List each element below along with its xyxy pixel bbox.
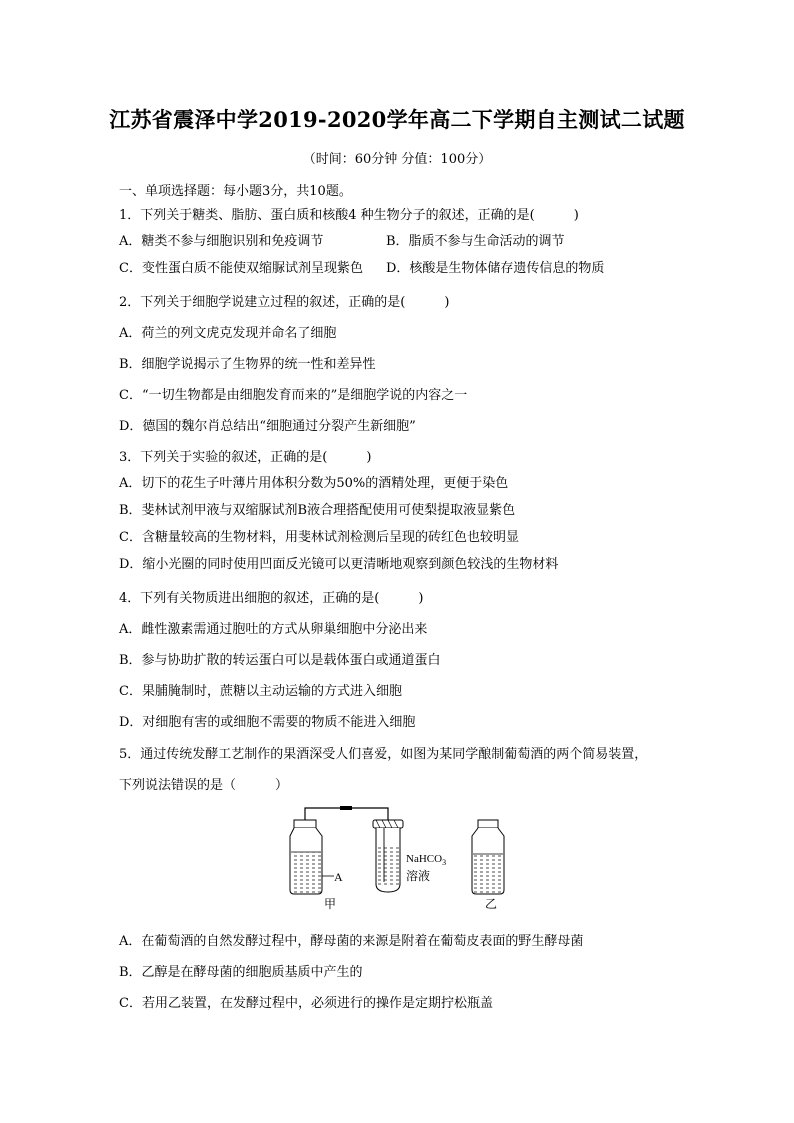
question-4-option-a: A．雌性激素需通过胞吐的方式从卵巢细胞中分泌出来 xyxy=(119,622,428,637)
label-a: A xyxy=(334,870,343,884)
question-1-option-c: C．变性蛋白质不能使双缩脲试剂呈现紫色 xyxy=(119,261,363,276)
question-3-option-b: B．斐林试剂甲液与双缩脲试剂B液合理搭配使用可使梨提取液显紫色 xyxy=(119,503,516,518)
question-2-option-c: C．“一切生物都是由细胞发育而来的”是细胞学说的内容之一 xyxy=(119,388,468,403)
fermentation-apparatus-figure xyxy=(270,806,530,916)
exam-time-score: （时间：60分钟 分值：100分） xyxy=(302,152,492,167)
question-1-stem: 1．下列关于糖类、脂肪、蛋白质和核酸4 种生物分子的叙述，正确的是( ) xyxy=(119,208,579,223)
question-1-option-d: D．核酸是生物体储存遗传信息的物质 xyxy=(386,261,605,276)
question-1-option-a: A．糖类不参与细胞识别和免疫调节 xyxy=(119,234,324,249)
question-2-option-a: A．荷兰的列文虎克发现并命名了细胞 xyxy=(119,326,337,341)
apparatus-diagram xyxy=(270,806,530,916)
question-4-option-b: B．参与协助扩散的转运蛋白可以是载体蛋白或通道蛋白 xyxy=(119,653,441,668)
question-4-option-c: C．果脯腌制时，蔗糖以主动运输的方式进入细胞 xyxy=(119,684,402,699)
reagent-label: NaHCO$_3$ xyxy=(406,853,447,867)
label-jia: 甲 xyxy=(324,897,337,911)
test-tube xyxy=(373,820,403,892)
question-5-option-a: A．在葡萄酒的自然发酵过程中，酵母菌的来源是附着在葡萄皮表面的野生酵母菌 xyxy=(119,934,584,949)
question-5-stem: 5．通过传统发酵工艺制作的果酒深受人们喜爱，如图为某同学酿制葡萄酒的两个简易装置， xyxy=(119,747,648,762)
question-3-stem: 3．下列关于实验的叙述，正确的是( ) xyxy=(119,450,372,465)
question-5-option-c: C．若用乙装置，在发酵过程中，必须进行的操作是定期拧松瓶盖 xyxy=(119,996,493,1011)
question-3-option-a: A．切下的花生子叶薄片用体积分数为50%的酒精处理，更便于染色 xyxy=(119,476,509,491)
question-5-option-b: B．乙醇是在酵母菌的细胞质基质中产生的 xyxy=(119,965,363,980)
question-4-option-d: D．对细胞有害的或细胞不需要的物质不能进入细胞 xyxy=(119,715,416,730)
reagent-solution-label: 溶液 xyxy=(406,869,431,883)
question-3-option-c: C．含糖量较高的生物材料，用斐林试剂检测后呈现的砖红色也较明显 xyxy=(119,530,519,545)
question-2-option-d: D．德国的魏尔肖总结出“细胞通过分裂产生新细胞” xyxy=(119,419,416,434)
question-5-stem-continued: 下列说法错误的是（ ） xyxy=(119,778,289,793)
question-1-option-b: B．脂质不参与生命活动的调节 xyxy=(386,234,565,249)
tube-clamp xyxy=(340,806,352,810)
bottle-yi xyxy=(472,820,504,894)
bottle-jia xyxy=(290,820,334,894)
question-4-stem: 4．下列有关物质进出细胞的叙述，正确的是( ) xyxy=(119,591,424,606)
question-2-option-b: B．细胞学说揭示了生物界的统一性和差异性 xyxy=(119,357,376,372)
section-heading: 一、单项选择题：每小题3分，共10题。 xyxy=(119,184,352,199)
exam-title: 江苏省震泽中学2019-2020学年高二下学期自主测试二试题 xyxy=(109,107,685,132)
question-2-stem: 2．下列关于细胞学说建立过程的叙述，正确的是( ) xyxy=(119,295,450,310)
label-yi: 乙 xyxy=(485,897,498,911)
question-3-option-d: D．缩小光圈的同时使用凹面反光镜可以更清晰地观察到颜色较浅的生物材料 xyxy=(119,557,559,572)
